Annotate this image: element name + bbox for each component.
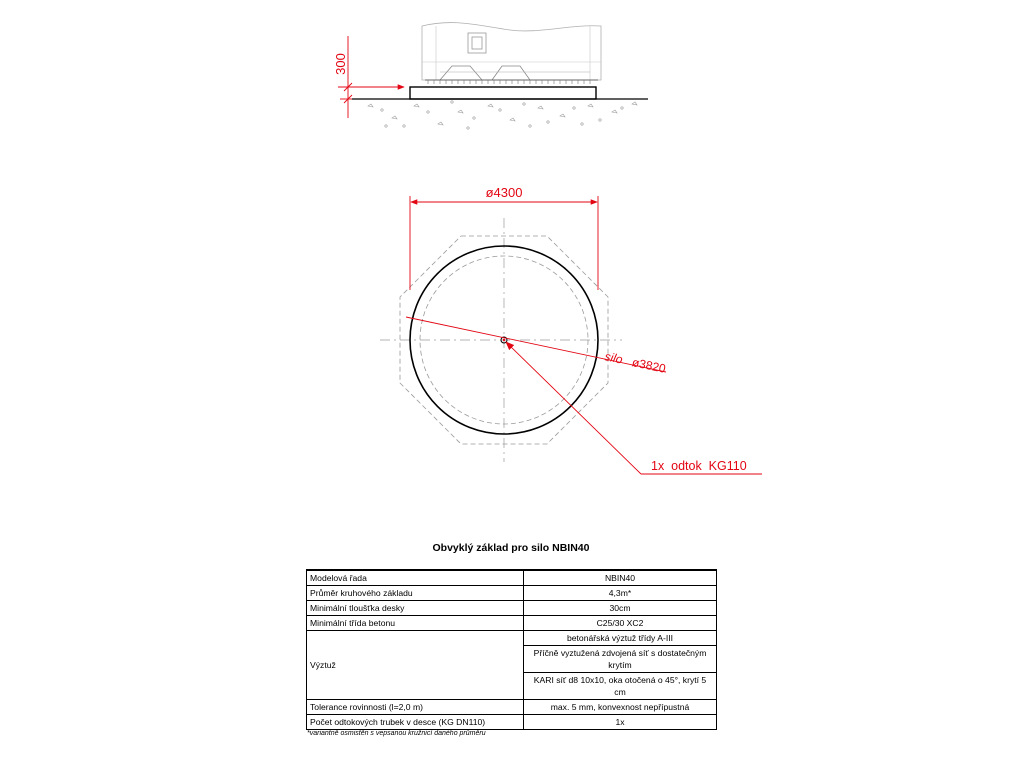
row-label: Průměr kruhového základu <box>307 586 524 601</box>
height-dimension-label: 300 <box>333 53 348 75</box>
table-row <box>307 715 717 730</box>
foundation-diameter-label: ø4300 <box>485 185 523 200</box>
table-footnote: *variantně osmistěn s vepsanou kružnicí daného průměru <box>307 730 486 737</box>
row-value: 4,3m* <box>524 586 717 601</box>
drain-note-label: 1x odtok KG110 <box>651 459 747 473</box>
row-value: NBIN40 <box>524 570 717 586</box>
table-row <box>307 631 717 646</box>
row-value: 30cm <box>524 601 717 616</box>
table-title: Obvyklý základ pro silo NBIN40 <box>432 542 590 554</box>
row-label: Výztuž <box>307 631 524 700</box>
table-row <box>307 601 717 616</box>
row-label: Tolerance rovinnosti (l=2,0 m) <box>307 700 524 715</box>
row-value: KARI síť d8 10x10, oka otočená o 45°, krytí 5 cm <box>524 673 717 700</box>
plan-view <box>380 185 762 474</box>
row-label: Minimální třída betonu <box>307 616 524 631</box>
silo-diameter-label: ø3820 <box>630 355 667 376</box>
specification-table <box>306 569 717 730</box>
row-value: C25/30 XC2 <box>524 616 717 631</box>
table-row <box>307 700 717 715</box>
table-row <box>307 570 717 586</box>
row-label: Počet odtokových trubek v desce (KG DN110) <box>307 715 524 730</box>
elevation-view <box>333 23 648 130</box>
row-value: max. 5 mm, konvexnost nepřípustná <box>524 700 717 715</box>
row-value: betonářská výztuž třídy A-III <box>524 631 717 646</box>
row-label: Minimální tloušťka desky <box>307 601 524 616</box>
row-label: Modelová řada <box>307 570 524 586</box>
table-row <box>307 616 717 631</box>
silo-prefix-label: silo <box>603 349 624 367</box>
row-value: Příčně vyztužená zdvojená síť s dostatečným krytím <box>524 646 717 673</box>
row-value: 1x <box>524 715 717 730</box>
table-row <box>307 586 717 601</box>
